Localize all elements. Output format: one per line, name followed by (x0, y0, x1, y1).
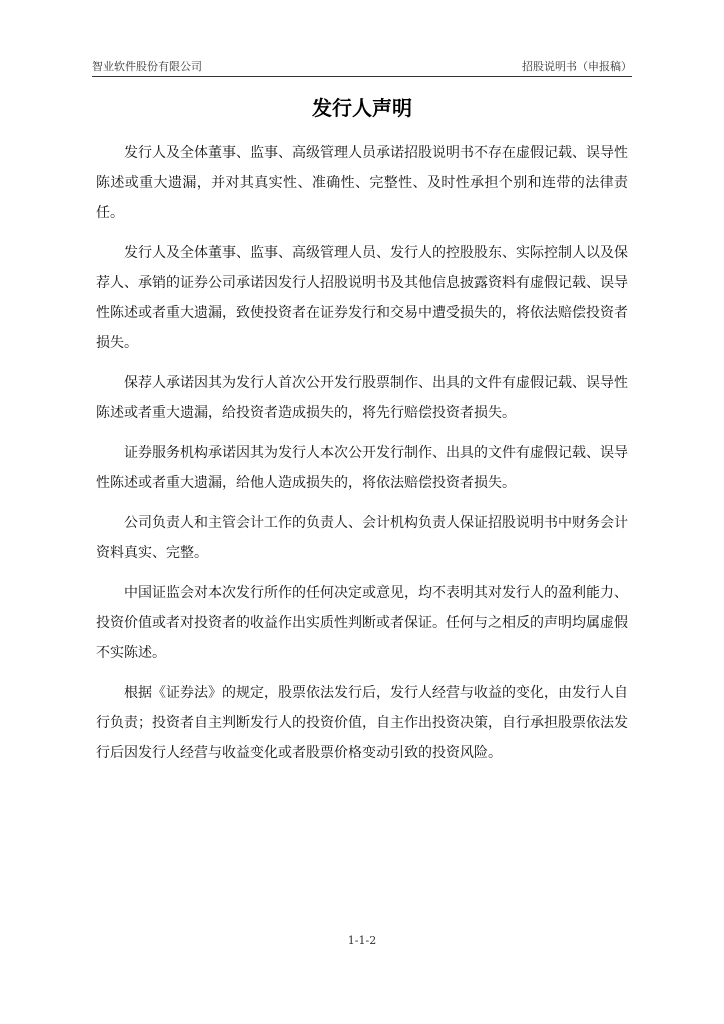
statement-paragraph: 中国证监会对本次发行所作的任何决定或意见，均不表明其对发行人的盈利能力、投资价值或者对投资者的收益作出实质性判断或者保证。任何与之相反的声明均属虚假不实陈述。 (96, 585, 628, 661)
statement-paragraph: 证券服务机构承诺因其为发行人本次公开发行制作、出具的文件有虚假记载、误导性陈述或者重大遗漏，给他人造成损失的，将依法赔偿投资者损失。 (96, 445, 628, 491)
header-company-name: 智业软件股份有限公司 (92, 60, 202, 73)
statement-paragraph: 公司负责人和主管会计工作的负责人、会计机构负责人保证招股说明书中财务会计资料真实、完整。 (96, 515, 628, 561)
statement-body (96, 138, 628, 778)
header-document-name: 招股说明书（申报稿） (522, 60, 632, 73)
page-number: 1-1-2 (347, 934, 377, 947)
page-header (92, 58, 632, 76)
statement-paragraph: 根据《证券法》的规定，股票依法发行后，发行人经营与收益的变化，由发行人自行负责；投资者自主判断发行人的投资价值，自主作出投资决策，自行承担股票依法发行后因发行人经营与收益变化或者股票价格变动引致的投资风险。 (96, 685, 628, 761)
statement-paragraph: 发行人及全体董事、监事、高级管理人员承诺招股说明书不存在虚假记载、误导性陈述或重大遗漏，并对其真实性、准确性、完整性、及时性承担个别和连带的法律责任。 (96, 145, 628, 221)
statement-paragraph: 发行人及全体董事、监事、高级管理人员、发行人的控股股东、实际控制人以及保荐人、承销的证券公司承诺因发行人招股说明书及其他信息披露资料有虚假记载、误导性陈述或者重大遗漏，致使投资者在证券发行和交易中遭受损失的，将依法赔偿投资者损失。 (96, 245, 628, 351)
page-title: 发行人声明 (312, 96, 412, 120)
statement-paragraph: 保荐人承诺因其为发行人首次公开发行股票制作、出具的文件有虚假记载、误导性陈述或者重大遗漏，给投资者造成损失的，将先行赔偿投资者损失。 (96, 375, 628, 421)
header-divider (92, 76, 632, 77)
